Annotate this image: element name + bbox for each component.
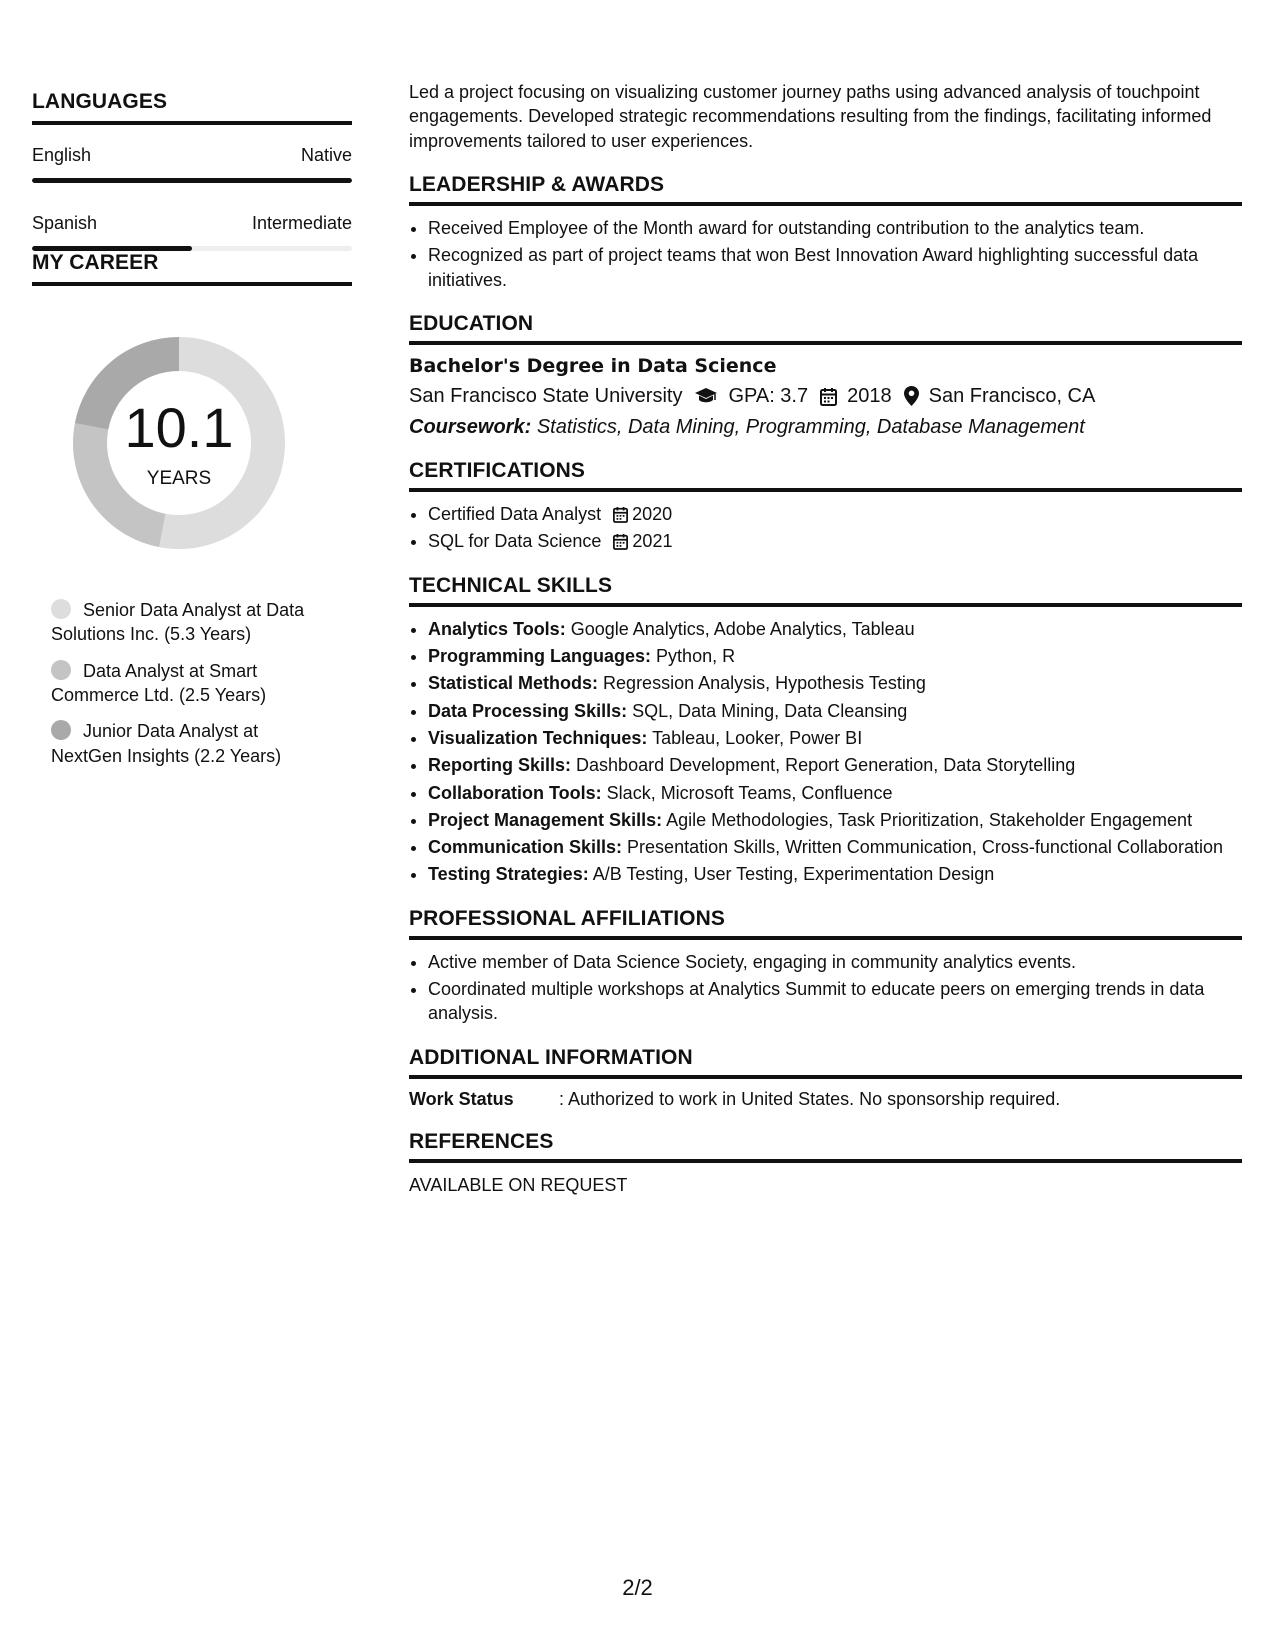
project-description: Led a project focusing on visualizing customer journey paths using advanced analysis of touchpoint engagements. Developed strategic recommendations resulting from the findings, facilitating informed improvements tailored to user experiences.	[409, 82, 1212, 151]
education-details	[409, 385, 1242, 408]
language-proficiency-fill	[32, 178, 352, 183]
leadership-heading: LEADERSHIP & AWARDS	[409, 173, 1242, 206]
career-legend-item	[51, 598, 331, 647]
career-legend-label: Data Analyst at Smart Commerce Ltd. (2.5 Years)	[51, 660, 267, 706]
affiliations-list	[409, 950, 1242, 1026]
skill-value: Agile Methodologies, Task Prioritization, Stakeholder Engagement	[666, 809, 1193, 830]
list-item: • Recognized as part of project teams that won Best Innovation Award highlighting successful data initiatives.	[428, 243, 1242, 292]
skill-label: Testing Strategies:	[428, 864, 589, 885]
language-item	[32, 145, 352, 183]
graduation-cap-icon	[694, 387, 718, 405]
list-item: • Coordinated multiple workshops at Analytics Summit to educate peers on emerging trends in data analysis.	[428, 977, 1242, 1026]
degree-title: Bachelor's Degree in Data Science	[409, 354, 777, 377]
language-name: Spanish	[32, 213, 98, 234]
skill-value: Presentation Skills, Written Communication, Cross-functional Collaboration	[627, 837, 1223, 858]
certification-year: 2021	[632, 531, 673, 552]
list-item: • Received Employee of the Month award for outstanding contribution to the analytics team.	[428, 216, 1242, 240]
legend-dot	[51, 720, 71, 740]
skill-label: Statistical Methods:	[428, 673, 599, 694]
list-item	[428, 644, 1242, 668]
list-item	[428, 753, 1242, 777]
affiliations-heading: PROFESSIONAL AFFILIATIONS	[409, 907, 1242, 940]
location-pin-icon	[904, 386, 919, 406]
skill-value: SQL, Data Mining, Data Cleansing	[632, 700, 908, 721]
language-item	[32, 213, 352, 251]
certification-year: 2020	[632, 504, 673, 525]
career-legend	[51, 598, 352, 768]
page-number: 2/2	[622, 1575, 653, 1600]
legend-dot	[51, 660, 71, 680]
skill-value: Regression Analysis, Hypothesis Testing	[603, 673, 926, 694]
list-item	[428, 502, 1242, 526]
skill-label: Project Management Skills:	[428, 809, 663, 830]
list-item	[428, 529, 1242, 553]
list-item	[428, 808, 1242, 832]
references-text: AVAILABLE ON REQUEST	[409, 1174, 628, 1195]
skill-label: Collaboration Tools:	[428, 782, 602, 803]
career-donut	[64, 328, 294, 558]
gpa: GPA: 3.7	[728, 384, 809, 407]
skill-label: Visualization Techniques:	[428, 727, 648, 748]
career-legend-item	[51, 659, 331, 708]
list-item	[428, 862, 1242, 886]
graduation-year: 2018	[847, 384, 892, 407]
skill-label: Programming Languages:	[428, 646, 652, 667]
skill-label: Analytics Tools:	[428, 618, 566, 639]
calendar-icon	[820, 387, 837, 406]
career-legend-label: Junior Data Analyst at NextGen Insights (2.2 Years)	[51, 721, 282, 766]
list-item	[428, 699, 1242, 723]
coursework-list: Statistics, Data Mining, Programming, Database Management	[536, 415, 1085, 438]
skill-label: Reporting Skills:	[428, 755, 572, 776]
coursework	[409, 416, 1242, 439]
skill-value: Tableau, Looker, Power BI	[652, 727, 863, 748]
additional-info-heading: ADDITIONAL INFORMATION	[409, 1046, 1242, 1079]
career-heading: MY CAREER	[32, 251, 352, 286]
legend-dot	[51, 599, 71, 619]
certifications-heading: CERTIFICATIONS	[409, 459, 1242, 492]
coursework-label: Coursework:	[409, 415, 532, 438]
skills-list	[409, 617, 1242, 887]
work-status-value: : Authorized to work in United States. No sponsorship required.	[559, 1088, 1061, 1109]
work-status-row	[409, 1089, 1242, 1110]
list-item	[428, 726, 1242, 750]
certification-name: SQL for Data Science	[428, 531, 602, 552]
work-status-label: Work Status	[409, 1088, 514, 1109]
language-level: Intermediate	[251, 213, 352, 234]
school-location: San Francisco, CA	[928, 384, 1096, 407]
career-legend-item	[51, 719, 331, 768]
leadership-list	[409, 216, 1242, 292]
skill-label: Data Processing Skills:	[428, 700, 628, 721]
skill-value: A/B Testing, User Testing, Experimentation Design	[592, 864, 995, 885]
skill-value: Slack, Microsoft Teams, Confluence	[606, 782, 893, 803]
language-proficiency-bar	[32, 178, 352, 183]
career-legend-label: Senior Data Analyst at Data Solutions Inc. (5.3 Years)	[51, 600, 305, 645]
left-column	[32, 90, 352, 780]
languages-heading: LANGUAGES	[32, 90, 352, 125]
certification-name: Certified Data Analyst	[428, 504, 602, 525]
language-name: English	[32, 145, 92, 166]
calendar-icon	[613, 506, 628, 523]
education-heading: EDUCATION	[409, 312, 1242, 345]
skill-label: Communication Skills:	[428, 837, 623, 858]
list-item: • Active member of Data Science Society, engaging in community analytics events.	[428, 950, 1242, 974]
right-column	[409, 80, 1242, 1197]
language-level: Native	[300, 145, 352, 166]
certifications-list	[409, 502, 1242, 554]
skill-value: Python, R	[656, 646, 736, 667]
skills-heading: TECHNICAL SKILLS	[409, 574, 1242, 607]
school-name: San Francisco State University	[409, 384, 683, 407]
list-item	[428, 671, 1242, 695]
career-unit: YEARS	[146, 468, 212, 490]
calendar-icon	[613, 533, 628, 550]
skill-value: Dashboard Development, Report Generation, Data Storytelling	[576, 755, 1076, 776]
list-item	[428, 617, 1242, 641]
list-item	[428, 781, 1242, 805]
skill-value: Google Analytics, Adobe Analytics, Tableau	[570, 618, 915, 639]
career-total: 10.1	[124, 396, 234, 460]
references-heading: REFERENCES	[409, 1130, 1242, 1163]
list-item	[428, 835, 1242, 859]
